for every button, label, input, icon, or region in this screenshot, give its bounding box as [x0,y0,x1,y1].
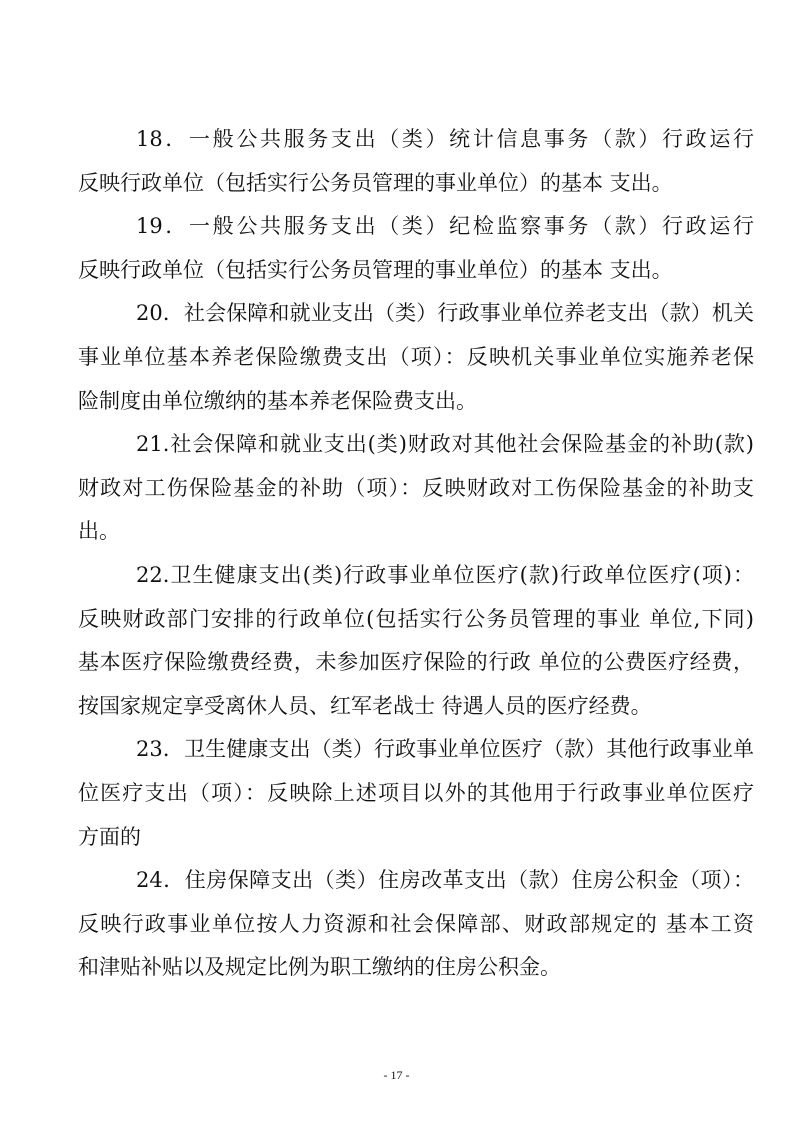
paragraph-line: 18．一般公共服务支出（类）统计信息事务（款）行政运行 [136,127,754,151]
paragraph-item-18 [78,118,754,205]
document-body [78,118,754,990]
paragraph-line: 位医疗支出（项）：反映除上述项目以外的其他用于行政事业单位医疗 [78,780,754,805]
paragraph-line: 24．住房保障支出（类）住房改革支出（款）住房公积金（项）： [136,868,754,893]
paragraph-line: 19．一般公共服务支出（类）纪检监察事务（款）行政运行 [136,214,754,239]
paragraph-item-23 [78,728,754,859]
paragraph-line: 按国家规定享受离休人员、红军老战士 待遇人员的医疗经费。 [78,693,652,718]
paragraph-line: 22.卫生健康支出(类)行政事业单位医疗(款)行政单位医疗(项)： [136,562,754,587]
paragraph-line: 反映行政事业单位按人力资源和社会保障部、财政部规定的 基本工资 [78,911,754,936]
paragraph-item-24 [78,859,754,990]
paragraph-line: 反映行政单位（包括实行公务员管理的事业单位）的基本 支出。 [78,170,673,195]
paragraph-line: 反映财政部门安排的行政单位(包括实行公务员管理的事业 单位,下同) [78,606,754,631]
paragraph-line: 财政对工伤保险基金的补助（项）：反映财政对工伤保险基金的补助支 [78,475,754,500]
paragraph-line: 20．社会保障和就业支出（类）行政事业单位养老支出（款）机关 [136,301,754,326]
paragraph-line: 23．卫生健康支出（类）行政事业单位医疗（款）其他行政事业单 [136,737,754,762]
paragraph-item-21 [78,423,754,554]
paragraph-item-20 [78,292,754,423]
paragraph-line: 和津贴补贴以及规定比例为职工缴纳的住房公积金。 [78,955,561,980]
paragraph-line: 反映行政单位（包括实行公务员管理的事业单位）的基本 支出。 [78,257,673,282]
paragraph-line: 出。 [78,519,120,544]
paragraph-line: 事业单位基本养老保险缴费支出（项）：反映机关事业单位实施养老保 [78,344,754,369]
page-number: - 17 - [383,1068,410,1082]
paragraph-line: 基本医疗保险缴费经费，未参加医疗保险的行政 单位的公费医疗经费， [78,650,754,675]
paragraph-item-19 [78,205,754,292]
paragraph-item-22 [78,554,754,728]
paragraph-line: 21.社会保障和就业支出(类)财政对其他社会保险基金的补助(款) [136,432,754,457]
paragraph-line: 方面的 [78,824,141,849]
paragraph-line: 险制度由单位缴纳的基本养老保险费支出。 [78,388,477,413]
